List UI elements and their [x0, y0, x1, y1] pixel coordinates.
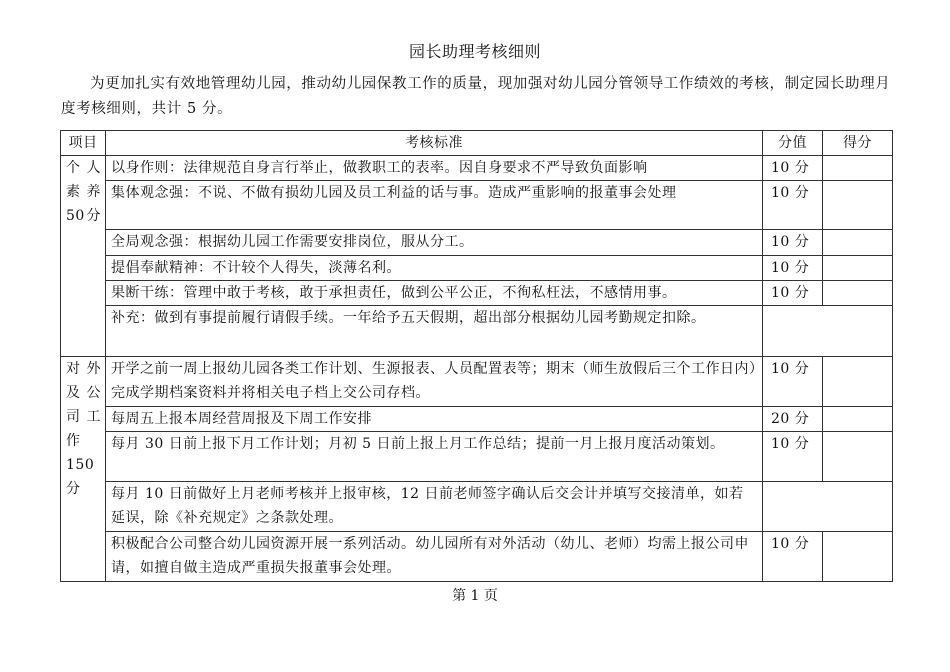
table-row [61, 357, 893, 407]
section-label-personal: 个 人 素 养 50分 [61, 156, 106, 357]
value-cell: 10 分 [763, 181, 823, 230]
table-row [61, 281, 893, 306]
document-title: 园长助理考核细则 [408, 42, 541, 61]
merged-value-score-cell [763, 482, 893, 532]
header-item: 项目 [61, 131, 106, 156]
value-cell: 10 分 [763, 281, 823, 306]
standard-cell: 每周五上报本周经营周报及下周工作安排 [106, 407, 763, 432]
table-row [61, 181, 893, 230]
standard-cell: 开学之前一周上报幼儿园各类工作计划、生源报表、人员配置表等；期末（师生放假后三个工作日内）完成学期档案资料并将相关电子档上交公司存档。 [106, 357, 763, 407]
section-label-external: 对 外 及 公 司 工 作 150 分 [61, 357, 106, 582]
standard-cell: 以身作则：法律规范自身言行举止，做教职工的表率。因自身要求不严导致负面影响 [106, 156, 763, 181]
table-row [61, 156, 893, 181]
value-cell: 10 分 [763, 256, 823, 281]
table-row [61, 432, 893, 482]
score-cell[interactable] [823, 256, 893, 281]
header-standard: 考核标准 [106, 131, 763, 156]
value-cell: 10 分 [763, 230, 823, 256]
standard-cell: 积极配合公司整合幼儿园资源开展一系列活动。幼儿园所有对外活动（幼儿、老师）均需上报公司申请，如擅自做主造成严重损失报董事会处理。 [106, 532, 763, 582]
table-row [61, 256, 893, 281]
header-score: 得分 [823, 131, 893, 156]
standard-cell: 每月 30 日前上报下月工作计划；月初 5 日前上报上月工作总结；提前一月上报月度活动策划。 [106, 432, 763, 482]
standard-cell: 提倡奉献精神：不计较个人得失，淡薄名利。 [106, 256, 763, 281]
score-cell[interactable] [823, 230, 893, 256]
standard-cell: 补充：做到有事提前履行请假手续。一年给予五天假期，超出部分根据幼儿园考勤规定扣除。 [106, 306, 763, 357]
value-cell: 10 分 [763, 432, 823, 482]
value-cell: 10 分 [763, 532, 823, 582]
table-row [61, 306, 893, 357]
score-cell[interactable] [823, 281, 893, 306]
table-row [61, 482, 893, 532]
score-cell[interactable] [823, 181, 893, 230]
header-value: 分值 [763, 131, 823, 156]
value-cell: 20 分 [763, 407, 823, 432]
table-header-row [61, 131, 893, 156]
score-cell[interactable] [823, 407, 893, 432]
assessment-table [60, 130, 893, 582]
standard-cell: 集体观念强：不说、不做有损幼儿园及员工利益的话与事。造成严重影响的报董事会处理 [106, 181, 763, 230]
score-cell[interactable] [823, 156, 893, 181]
standard-cell: 全局观念强：根据幼儿园工作需要安排岗位，服从分工。 [106, 230, 763, 256]
score-cell[interactable] [823, 432, 893, 482]
intro-paragraph: 为更加扎实有效地管理幼儿园，推动幼儿园保教工作的质量，现加强对幼儿园分管领导工作绩效的考核，制定园长助理月度考核细则，共计 5 分。 [61, 76, 891, 117]
page-number: 第 1 页 [452, 588, 498, 604]
score-cell[interactable] [823, 357, 893, 407]
score-cell[interactable] [823, 532, 893, 582]
table-row [61, 407, 893, 432]
table-row [61, 230, 893, 256]
value-cell: 10 分 [763, 156, 823, 181]
value-cell: 10 分 [763, 357, 823, 407]
merged-value-score-cell [763, 306, 893, 357]
standard-cell: 每月 10 日前做好上月老师考核并上报审核，12 日前老师签字确认后交会计并填写交接清单，如若延误，除《补充规定》之条款处理。 [106, 482, 763, 532]
standard-cell: 果断干练：管理中敢于考核，敢于承担责任，做到公平公正，不徇私枉法，不感情用事。 [106, 281, 763, 306]
table-row [61, 532, 893, 582]
